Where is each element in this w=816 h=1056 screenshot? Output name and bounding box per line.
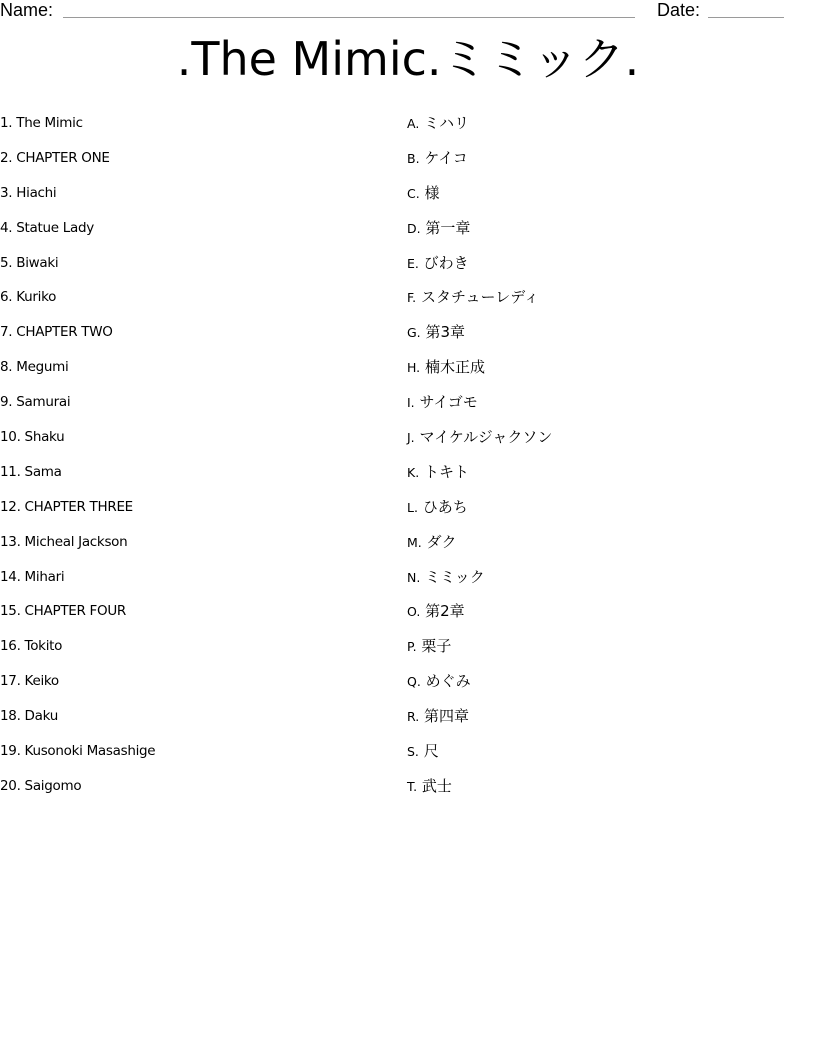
answer-letter: J. (407, 430, 415, 446)
answer-letter: M. (407, 534, 422, 550)
answer-letter: C. (407, 185, 420, 201)
answer-item (407, 636, 807, 671)
term-item: 18. Daku (0, 708, 58, 725)
answer-item (407, 322, 807, 357)
term-item: 9. Samurai (0, 394, 71, 411)
answer-letter: R. (407, 709, 420, 725)
answer-item (407, 776, 807, 811)
answer-item (407, 567, 807, 602)
term-item: 10. Shaku (0, 429, 65, 446)
terms-column (0, 113, 390, 811)
answer-letter: S. (407, 744, 419, 760)
answer-text: トキト (423, 462, 469, 481)
answer-item (407, 706, 807, 741)
answer-text: めぐみ (425, 672, 471, 691)
answer-letter: I. (407, 395, 415, 411)
answer-text: マイケルジャクソン (419, 428, 553, 447)
answer-text: ケイコ (424, 148, 468, 167)
answer-item (407, 532, 807, 567)
answer-text: ひあち (422, 497, 468, 516)
term-item: 4. Statue Lady (0, 219, 94, 236)
answer-item (407, 462, 807, 497)
term-item: 6. Kuriko (0, 289, 57, 306)
answer-item (407, 601, 807, 636)
answer-text: 第2章 (425, 602, 465, 621)
answer-letter: N. (407, 569, 421, 585)
term-item: 8. Megumi (0, 359, 69, 376)
answer-letter: O. (407, 604, 421, 620)
answer-text: ミハリ (424, 114, 470, 132)
answer-item (407, 357, 807, 392)
page-title: .The Mimic.ミミック. (176, 32, 640, 86)
answer-item (407, 287, 807, 322)
answer-letter: G. (407, 325, 421, 341)
answer-text: 武士 (421, 776, 452, 795)
answer-text: びわき (423, 253, 469, 272)
term-item: 11. Sama (0, 463, 62, 480)
answer-text: ミミック (425, 567, 485, 586)
term-item: 19. Kusonoki Masashige (0, 743, 156, 760)
answer-letter: Q. (407, 674, 421, 690)
answer-text: 尺 (423, 742, 439, 761)
answer-letter: T. (407, 778, 418, 794)
answers-column (407, 113, 807, 811)
answer-letter: L. (407, 499, 418, 515)
term-item: 5. Biwaki (0, 254, 59, 271)
term-item: 3. Hiachi (0, 184, 57, 201)
answer-letter: K. (407, 464, 420, 480)
term-item: 16. Tokito (0, 638, 63, 655)
answer-item (407, 183, 807, 218)
answer-item (407, 218, 807, 253)
term-item: 13. Micheal Jackson (0, 533, 128, 550)
answer-item (407, 253, 807, 288)
answer-text: 第四章 (424, 707, 470, 726)
answer-letter: F. (407, 290, 417, 306)
answer-text: サイゴモ (419, 393, 478, 412)
answer-text: スタチューレディ (420, 288, 539, 307)
answer-item (407, 497, 807, 532)
term-item: 14. Mihari (0, 568, 65, 585)
answer-text: 様 (424, 183, 440, 202)
answer-text: ダク (426, 532, 457, 551)
answer-item (407, 741, 807, 776)
worksheet-header (0, 0, 816, 24)
answer-item (407, 113, 807, 148)
answer-text: 栗子 (421, 637, 452, 656)
answer-letter: P. (407, 639, 417, 655)
term-item: 17. Keiko (0, 673, 59, 690)
answer-letter: B. (407, 150, 420, 166)
term-item: 12. CHAPTER THREE (0, 498, 133, 515)
answer-item (407, 392, 807, 427)
answer-text: 楠木正成 (424, 358, 485, 377)
term-item: 2. CHAPTER ONE (0, 149, 110, 166)
answer-letter: A. (407, 116, 420, 131)
name-label: Name: (0, 0, 54, 20)
term-item: 7. CHAPTER TWO (0, 324, 113, 341)
answer-text: 第3章 (425, 323, 465, 342)
answer-item (407, 427, 807, 462)
term-item: 1. The Mimic (0, 115, 83, 131)
term-item: 20. Saigomo (0, 777, 82, 794)
term-item: 15. CHAPTER FOUR (0, 603, 127, 620)
name-blank-line (63, 17, 635, 18)
answer-item (407, 671, 807, 706)
date-label: Date: (657, 0, 701, 20)
date-blank-line (708, 17, 784, 18)
answer-letter: E. (407, 255, 419, 271)
answer-letter: D. (407, 220, 421, 236)
answer-letter: H. (407, 360, 421, 376)
answer-text: 第一章 (425, 218, 471, 237)
answer-item (407, 148, 807, 183)
